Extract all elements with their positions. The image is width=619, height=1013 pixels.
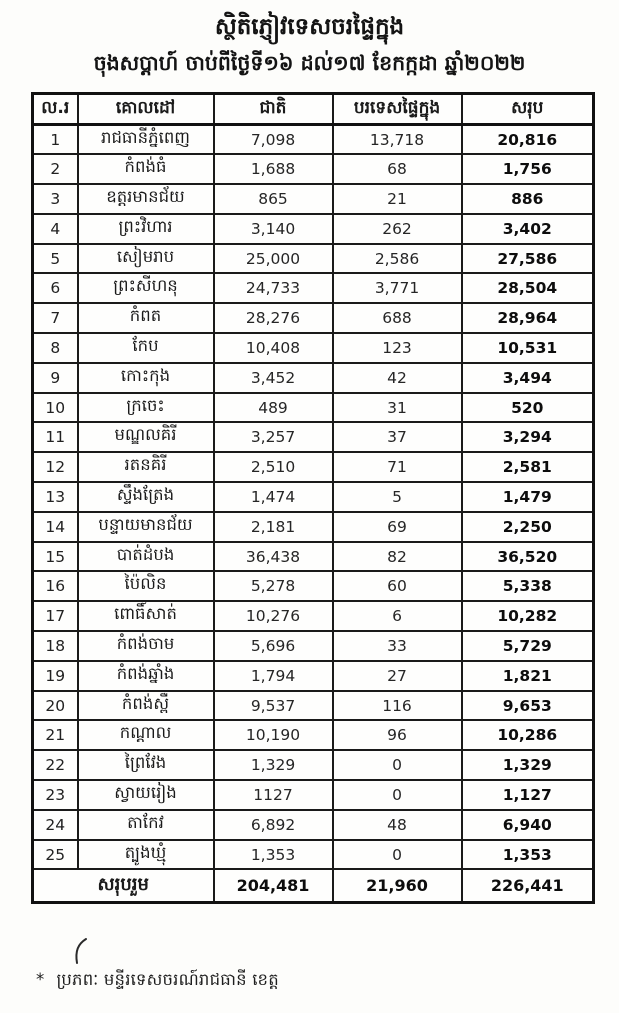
destination-cell: មណ្ឌលគិរី <box>78 422 214 452</box>
destination-cell: រាជធានីភ្នំពេញ <box>78 125 214 155</box>
table-row <box>33 601 594 631</box>
national-count-cell: 28,276 <box>214 303 333 333</box>
foreign-count-cell: 69 <box>333 512 462 542</box>
destination-cell: កំពង់ស្ពឺ <box>78 691 214 721</box>
row-number-cell: 19 <box>33 661 78 691</box>
total-count-cell: 9,653 <box>462 691 594 721</box>
total-foreign-cell: 21,960 <box>333 869 462 902</box>
document-title <box>0 13 619 77</box>
national-count-cell: 489 <box>214 393 333 423</box>
table-row <box>33 482 594 512</box>
national-count-cell: 1,688 <box>214 154 333 184</box>
row-number-cell: 16 <box>33 571 78 601</box>
total-count-cell: 10,286 <box>462 720 594 750</box>
destination-cell: កំពង់ធំ <box>78 154 214 184</box>
destination-cell: កំពង់ចាម <box>78 631 214 661</box>
header-national: ជាតិ <box>214 94 333 125</box>
destination-cell: ព្រះវិហារ <box>78 214 214 244</box>
header-row <box>33 94 594 125</box>
source-footnote <box>36 970 279 994</box>
foreign-count-cell: 116 <box>333 691 462 721</box>
foreign-count-cell: 6 <box>333 601 462 631</box>
total-count-cell: 10,282 <box>462 601 594 631</box>
row-number-cell: 6 <box>33 273 78 303</box>
national-count-cell: 865 <box>214 184 333 214</box>
table-row <box>33 452 594 482</box>
row-number-cell: 14 <box>33 512 78 542</box>
destination-cell: ប៉ៃលិន <box>78 571 214 601</box>
national-count-cell: 3,140 <box>214 214 333 244</box>
total-count-cell: 27,586 <box>462 244 594 274</box>
header-destination: គោលដៅ <box>78 94 214 125</box>
national-count-cell: 25,000 <box>214 244 333 274</box>
pen-tick-mark <box>62 936 96 970</box>
row-number-cell: 4 <box>33 214 78 244</box>
table-row <box>33 631 594 661</box>
row-number-cell: 15 <box>33 542 78 572</box>
national-count-cell: 6,892 <box>214 810 333 840</box>
table-row <box>33 184 594 214</box>
table-body <box>33 125 594 870</box>
table-row <box>33 571 594 601</box>
table-row <box>33 691 594 721</box>
foreign-count-cell: 31 <box>333 393 462 423</box>
footnote-asterisk: * <box>36 970 45 989</box>
row-number-cell: 5 <box>33 244 78 274</box>
destination-cell: ព្រៃវែង <box>78 750 214 780</box>
total-count-cell: 1,353 <box>462 840 594 870</box>
total-sum-cell: 226,441 <box>462 869 594 902</box>
total-count-cell: 1,821 <box>462 661 594 691</box>
foreign-count-cell: 96 <box>333 720 462 750</box>
total-count-cell: 3,494 <box>462 363 594 393</box>
table-footer <box>33 869 594 902</box>
table-row <box>33 840 594 870</box>
total-row <box>33 869 594 902</box>
row-number-cell: 25 <box>33 840 78 870</box>
table-row <box>33 154 594 184</box>
foreign-count-cell: 0 <box>333 750 462 780</box>
national-count-cell: 10,276 <box>214 601 333 631</box>
table-row <box>33 720 594 750</box>
foreign-count-cell: 71 <box>333 452 462 482</box>
national-count-cell: 9,537 <box>214 691 333 721</box>
national-count-cell: 1,474 <box>214 482 333 512</box>
header-total: សរុប <box>462 94 594 125</box>
destination-cell: ត្បូងឃ្មុំ <box>78 840 214 870</box>
total-count-cell: 6,940 <box>462 810 594 840</box>
table-row <box>33 542 594 572</box>
total-count-cell: 20,816 <box>462 125 594 155</box>
table-row <box>33 512 594 542</box>
foreign-count-cell: 42 <box>333 363 462 393</box>
total-count-cell: 886 <box>462 184 594 214</box>
destination-cell: កណ្តាល <box>78 720 214 750</box>
table-row <box>33 303 594 333</box>
foreign-count-cell: 27 <box>333 661 462 691</box>
table-row <box>33 780 594 810</box>
row-number-cell: 8 <box>33 333 78 363</box>
foreign-count-cell: 60 <box>333 571 462 601</box>
total-count-cell: 28,504 <box>462 273 594 303</box>
foreign-count-cell: 262 <box>333 214 462 244</box>
destination-cell: ក្រចេះ <box>78 393 214 423</box>
table-row <box>33 422 594 452</box>
national-count-cell: 3,257 <box>214 422 333 452</box>
total-count-cell: 5,729 <box>462 631 594 661</box>
national-count-cell: 10,408 <box>214 333 333 363</box>
foreign-count-cell: 82 <box>333 542 462 572</box>
foreign-count-cell: 3,771 <box>333 273 462 303</box>
row-number-cell: 11 <box>33 422 78 452</box>
row-number-cell: 2 <box>33 154 78 184</box>
national-count-cell: 2,510 <box>214 452 333 482</box>
foreign-count-cell: 13,718 <box>333 125 462 155</box>
row-number-cell: 17 <box>33 601 78 631</box>
foreign-count-cell: 68 <box>333 154 462 184</box>
destination-cell: កែប <box>78 333 214 363</box>
row-number-cell: 7 <box>33 303 78 333</box>
row-number-cell: 3 <box>33 184 78 214</box>
national-count-cell: 24,733 <box>214 273 333 303</box>
total-count-cell: 2,581 <box>462 452 594 482</box>
destination-cell: ស្វាយរៀង <box>78 780 214 810</box>
national-count-cell: 10,190 <box>214 720 333 750</box>
table-row <box>33 363 594 393</box>
table-row <box>33 333 594 363</box>
table-row <box>33 810 594 840</box>
national-count-cell: 7,098 <box>214 125 333 155</box>
national-count-cell: 1,794 <box>214 661 333 691</box>
row-number-cell: 23 <box>33 780 78 810</box>
destination-cell: ព្រះសីហនុ <box>78 273 214 303</box>
row-number-cell: 1 <box>33 125 78 155</box>
foreign-count-cell: 2,586 <box>333 244 462 274</box>
footnote-text: ប្រភពៈ មន្ទីរទេសចរណ៍រាជធានី ខេត្ត <box>56 970 279 989</box>
row-number-cell: 12 <box>33 452 78 482</box>
destination-cell: ឧត្តរមានជ័យ <box>78 184 214 214</box>
destination-cell: តាកែវ <box>78 810 214 840</box>
destination-cell: សៀមរាប <box>78 244 214 274</box>
foreign-count-cell: 688 <box>333 303 462 333</box>
national-count-cell: 1127 <box>214 780 333 810</box>
total-count-cell: 1,756 <box>462 154 594 184</box>
destination-cell: កោះកុង <box>78 363 214 393</box>
row-number-cell: 20 <box>33 691 78 721</box>
destination-cell: បន្ទាយមានជ័យ <box>78 512 214 542</box>
total-count-cell: 1,127 <box>462 780 594 810</box>
national-count-cell: 5,278 <box>214 571 333 601</box>
row-number-cell: 10 <box>33 393 78 423</box>
foreign-count-cell: 48 <box>333 810 462 840</box>
destination-cell: ស្ទឹងត្រែង <box>78 482 214 512</box>
foreign-count-cell: 21 <box>333 184 462 214</box>
destination-cell: រតនគិរី <box>78 452 214 482</box>
destination-cell: បាត់ដំបង <box>78 542 214 572</box>
row-number-cell: 21 <box>33 720 78 750</box>
foreign-count-cell: 0 <box>333 780 462 810</box>
header-domestic-foreign: បរទេសផ្ទៃក្នុង <box>333 94 462 125</box>
table-row <box>33 661 594 691</box>
title-line-2: ចុងសប្តាហ៍ ចាប់ពីថ្ងៃទី១៦ ដល់១៧ ខែកក្កដា ឆ្នាំ២០២២ <box>93 50 526 75</box>
statistics-table <box>31 92 595 904</box>
table-header <box>33 94 594 125</box>
row-number-cell: 22 <box>33 750 78 780</box>
foreign-count-cell: 123 <box>333 333 462 363</box>
table-row <box>33 244 594 274</box>
total-count-cell: 28,964 <box>462 303 594 333</box>
foreign-count-cell: 5 <box>333 482 462 512</box>
total-national-cell: 204,481 <box>214 869 333 902</box>
national-count-cell: 36,438 <box>214 542 333 572</box>
destination-cell: ពោធិ៍សាត់ <box>78 601 214 631</box>
destination-cell: កំពង់ឆ្នាំង <box>78 661 214 691</box>
total-count-cell: 5,338 <box>462 571 594 601</box>
total-count-cell: 2,250 <box>462 512 594 542</box>
total-count-cell: 3,402 <box>462 214 594 244</box>
total-label-cell: សរុបរួម <box>33 869 214 902</box>
foreign-count-cell: 37 <box>333 422 462 452</box>
total-count-cell: 10,531 <box>462 333 594 363</box>
total-count-cell: 3,294 <box>462 422 594 452</box>
row-number-cell: 13 <box>33 482 78 512</box>
table-row <box>33 393 594 423</box>
national-count-cell: 5,696 <box>214 631 333 661</box>
table-row <box>33 750 594 780</box>
total-count-cell: 1,479 <box>462 482 594 512</box>
table-row <box>33 273 594 303</box>
total-count-cell: 1,329 <box>462 750 594 780</box>
national-count-cell: 2,181 <box>214 512 333 542</box>
total-count-cell: 520 <box>462 393 594 423</box>
foreign-count-cell: 0 <box>333 840 462 870</box>
national-count-cell: 1,353 <box>214 840 333 870</box>
header-no: ល.រ <box>33 94 78 125</box>
title-line-1: ស្ថិតិភ្ញៀវទេសចរផ្ទៃក្នុង <box>214 14 405 40</box>
destination-cell: កំពត <box>78 303 214 333</box>
row-number-cell: 24 <box>33 810 78 840</box>
table-row <box>33 214 594 244</box>
foreign-count-cell: 33 <box>333 631 462 661</box>
national-count-cell: 1,329 <box>214 750 333 780</box>
row-number-cell: 9 <box>33 363 78 393</box>
table-row <box>33 125 594 155</box>
total-count-cell: 36,520 <box>462 542 594 572</box>
national-count-cell: 3,452 <box>214 363 333 393</box>
row-number-cell: 18 <box>33 631 78 661</box>
